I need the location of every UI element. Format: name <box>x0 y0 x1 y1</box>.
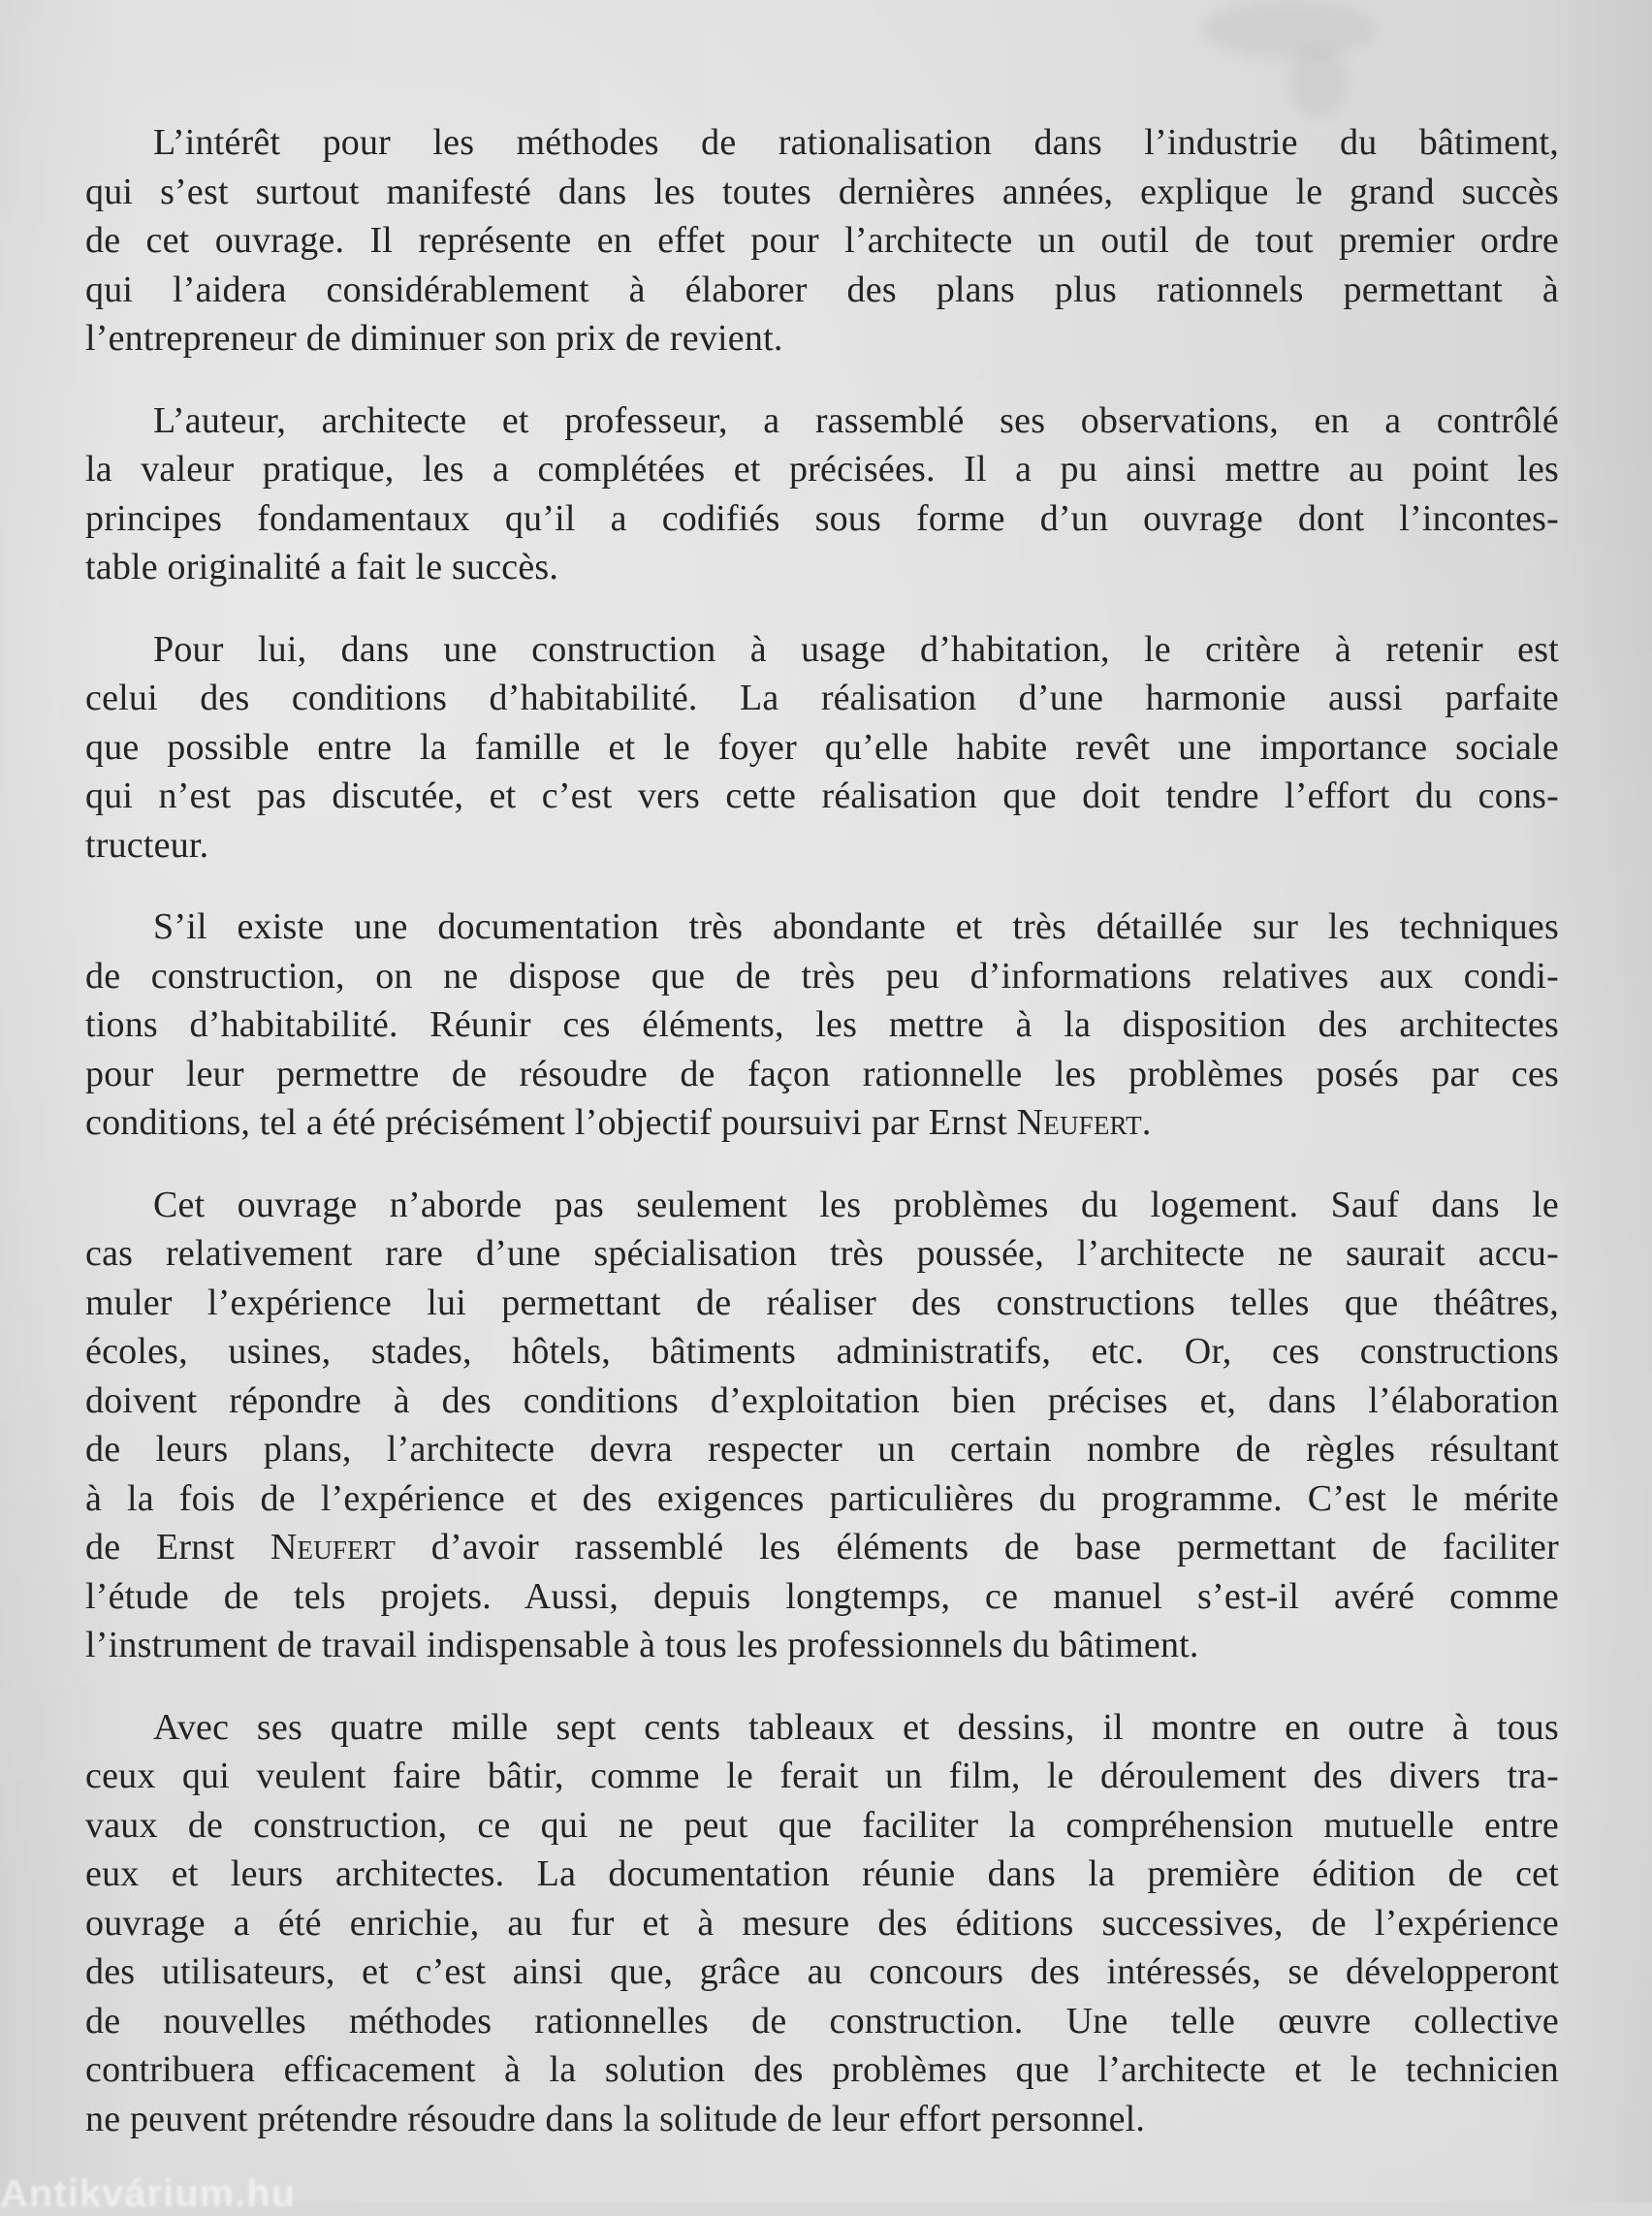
text-line: pour leur permettre de résoudre de façon rationnelle les problèmes posés par ces <box>85 1053 1559 1094</box>
text-line: muler l’expérience lui permettant de réaliser des constructions telles que théâtres, <box>85 1282 1559 1323</box>
text-line: que possible entre la famille et le foyer qu’elle habite revêt une importance sociale <box>85 726 1559 768</box>
text-line: conditions, tel a été précisément l’objectif poursuivi par Ernst Neufert. <box>85 1102 1152 1143</box>
text-line: vaux de construction, ce qui ne peut que faciliter la compréhension mutuelle entre <box>85 1804 1559 1846</box>
text-line: qui n’est pas discutée, et c’est vers cette réalisation que doit tendre l’effort du cons- <box>85 776 1559 816</box>
text-line: Pour lui, dans une construction à usage d’habitation, le critère à retenir est <box>153 628 1559 670</box>
paragraph-6 <box>85 1703 1559 2144</box>
text-line: table originalité a fait le succès. <box>85 547 559 587</box>
text-line: des utilisateurs, et c’est ainsi que, grâce au concours des intéressés, se développeront <box>85 1951 1559 1992</box>
author-name-smallcaps: Neufert <box>270 1527 397 1567</box>
text-line: Cet ouvrage n’aborde pas seulement les problèmes du logement. Sauf dans le <box>153 1184 1559 1225</box>
text-line: contribuera efficacement à la solution des problèmes que l’architecte et le technicien <box>85 2049 1559 2090</box>
author-name-smallcaps: Neufert <box>1016 1102 1142 1143</box>
text-line: de construction, on ne dispose que de très peu d’informations relatives aux condi- <box>85 955 1559 997</box>
paper-stain <box>1202 0 1377 58</box>
text-line: doivent répondre à des conditions d’exploitation bien précises et, dans l’élaboration <box>85 1379 1559 1421</box>
text-line: Avec ses quatre mille sept cents tableaux et dessins, il montre en outre à tous <box>153 1706 1559 1748</box>
text-line: qui l’aidera considérablement à élaborer des plans plus rationnels permettant à <box>85 269 1559 310</box>
text-line: cas relativement rare d’une spécialisation très poussée, l’architecte ne saurait accu- <box>85 1233 1559 1274</box>
text-line: L’auteur, architecte et professeur, a rassemblé ses observations, en a contrôlé <box>153 399 1559 441</box>
text-line: ceux qui veulent faire bâtir, comme le ferait un film, le déroulement des divers tra- <box>85 1756 1559 1796</box>
text-line: ouvrage a été enrichie, au fur et à mesure des éditions successives, de l’expérience <box>85 1902 1559 1944</box>
text-line: l’instrument de travail indispensable à tous les professionnels du bâtiment. <box>85 1625 1199 1665</box>
text-line: de Ernst Neufert d’avoir rassemblé les éléments de base permettant de faciliter <box>85 1527 1559 1567</box>
paragraph-4 <box>85 902 1559 1148</box>
text-line: tions d’habitabilité. Réunir ces éléments, les mettre à la disposition des architectes <box>85 1004 1559 1045</box>
text-line: principes fondamentaux qu’il a codifiés sous forme d’un ouvrage dont l’incontes- <box>85 497 1559 539</box>
text-line: ne peuvent prétendre résoudre dans la solitude de leur effort personnel. <box>85 2098 1146 2139</box>
paper-stain <box>1289 48 1348 116</box>
text-line: la valeur pratique, les a complétées et précisées. Il a pu ainsi mettre au point les <box>85 449 1559 490</box>
paragraph-2 <box>85 396 1559 592</box>
text-line: S’il existe une documentation très abondante et très détaillée sur les techniques <box>153 906 1559 947</box>
text-line: L’intérêt pour les méthodes de rationalisation dans l’industrie du bâtiment, <box>153 122 1559 163</box>
paragraph-1 <box>85 118 1559 364</box>
text-line: à la fois de l’expérience et des exigences particulières du programme. C’est le mérite <box>85 1477 1559 1519</box>
text-line: tructeur. <box>85 824 209 866</box>
text-line: l’entrepreneur de diminuer son prix de revient. <box>85 318 783 359</box>
text-line: de leurs plans, l’architecte devra respecter un certain nombre de règles résultant <box>85 1429 1559 1470</box>
text-line: celui des conditions d’habitabilité. La réalisation d’une harmonie aussi parfaite <box>85 678 1559 718</box>
watermark: Antikvárium.hu <box>0 2172 297 2215</box>
text-line: l’étude de tels projets. Aussi, depuis longtemps, ce manuel s’est-il avéré comme <box>85 1575 1559 1617</box>
text-line: écoles, usines, stades, hôtels, bâtiments administratifs, etc. Or, ces constructions <box>85 1331 1559 1372</box>
text-line: qui s’est surtout manifesté dans les toutes dernières années, explique le grand succès <box>85 171 1559 212</box>
document-body <box>85 118 1559 2176</box>
text-line: de cet ouvrage. Il représente en effet pour l’architecte un outil de tout premier ordre <box>85 220 1559 261</box>
paragraph-3 <box>85 625 1559 871</box>
text-line: de nouvelles méthodes rationnelles de construction. Une telle œuvre collective <box>85 2000 1559 2042</box>
paragraph-5 <box>85 1181 1559 1670</box>
text-line: eux et leurs architectes. La documentation réunie dans la première édition de cet <box>85 1853 1559 1894</box>
